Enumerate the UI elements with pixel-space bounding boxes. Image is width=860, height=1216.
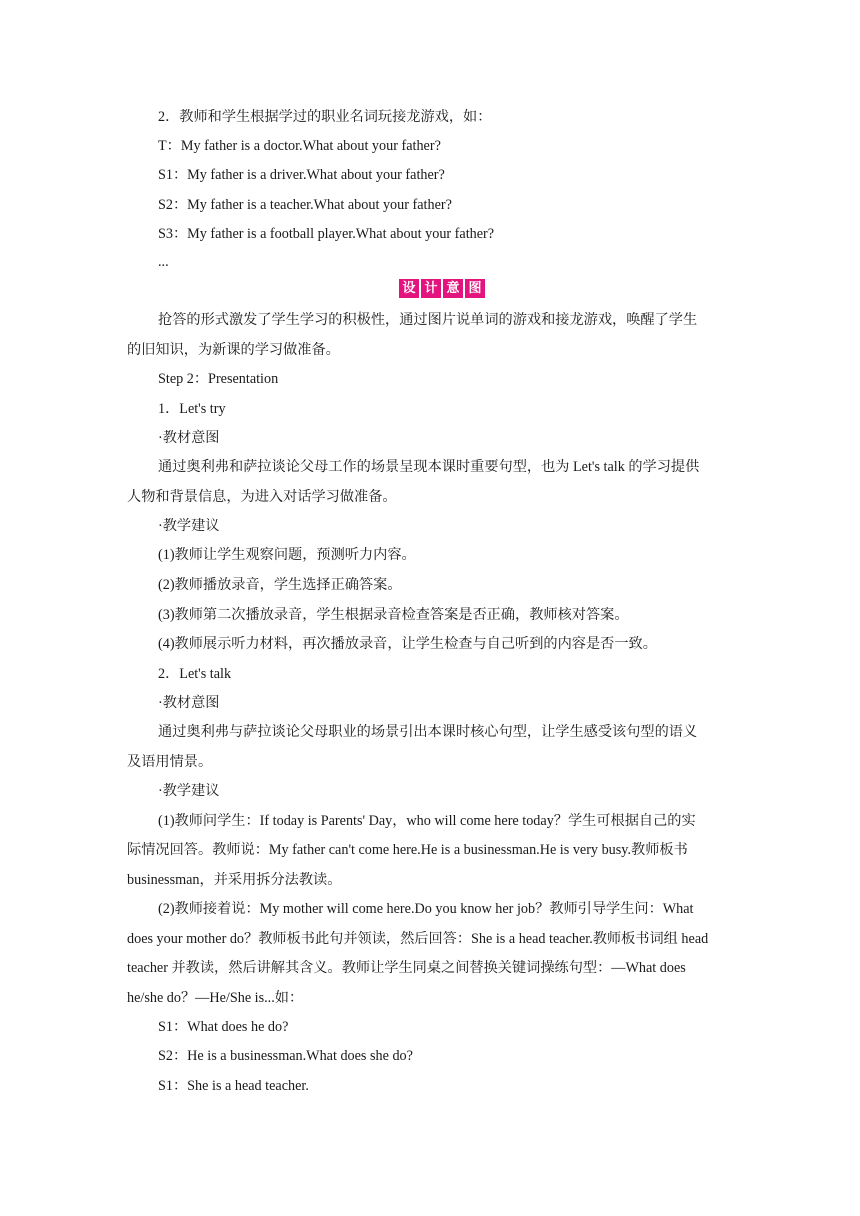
dialogue-line: S3：My father is a football player.What about your father?: [158, 226, 495, 242]
paragraph-line: businessman，并采用拆分法教读。: [127, 872, 342, 888]
list-item: (4)教师展示听力材料，再次播放录音，让学生检查与自己听到的内容是否一致。: [158, 636, 657, 652]
badge-char: 意: [443, 279, 463, 298]
game-instruction: 2．教师和学生根据学过的职业名词玩接龙游戏，如：: [158, 109, 492, 125]
paragraph-line: (2)教师接着说：My mother will come here.Do you know her job？教师引导学生问：What: [158, 901, 694, 917]
list-item: (2)教师播放录音，学生选择正确答案。: [158, 577, 402, 593]
dialogue-line: S2：My father is a teacher.What about your father?: [158, 197, 452, 213]
paragraph-line: he/she do？—He/She is...如：: [127, 990, 304, 1006]
paragraph-line: 的旧知识，为新课的学习做准备。: [127, 342, 340, 358]
subsection-label: ·教学建议: [158, 518, 220, 534]
paragraph-line: (1)教师问学生：If today is Parents' Day，who will come here today？学生可根据自己的实: [158, 813, 696, 829]
dialogue-line: S1：She is a head teacher.: [158, 1078, 309, 1094]
paragraph-line: 及语用情景。: [127, 754, 213, 770]
dialogue-line: S2：He is a businessman.What does she do?: [158, 1048, 413, 1064]
dialogue-line: S1：My father is a driver.What about your father?: [158, 167, 445, 183]
list-item: (3)教师第二次播放录音，学生根据录音检查答案是否正确，教师核对答案。: [158, 607, 629, 623]
design-intent-badge: [399, 279, 485, 298]
paragraph-line: 通过奥利弗和萨拉谈论父母工作的场景呈现本课时重要句型，也为 Let's talk 的学习提供: [158, 459, 700, 475]
dialogue-line: S1：What does he do?: [158, 1019, 289, 1035]
step-heading: Step 2：Presentation: [158, 371, 279, 387]
paragraph-line: does your mother do？教师板书此句并领读，然后回答：She is a head teacher.教师板书词组 head: [127, 931, 709, 947]
paragraph-line: 人物和背景信息，为进入对话学习做准备。: [127, 489, 397, 505]
paragraph-line: teacher 并教读，然后讲解其含义。教师让学生同桌之间替换关键词操练句型：—What does: [127, 960, 686, 976]
ellipsis: ...: [158, 254, 169, 270]
section-heading: 1．Let's try: [158, 401, 226, 417]
dialogue-line: T：My father is a doctor.What about your father?: [158, 138, 441, 154]
paragraph-line: 际情况回答。教师说：My father can't come here.He is a businessman.He is very busy.教师板书: [127, 842, 688, 858]
subsection-label: ·教学建议: [158, 783, 220, 799]
badge-char: 图: [465, 279, 485, 298]
subsection-label: ·教材意图: [158, 430, 220, 446]
section-heading: 2．Let's talk: [158, 666, 232, 682]
list-item: (1)教师让学生观察问题，预测听力内容。: [158, 547, 416, 563]
paragraph-line: 抢答的形式激发了学生学习的积极性，通过图片说单词的游戏和接龙游戏，唤醒了学生: [158, 312, 698, 328]
paragraph-line: 通过奥利弗与萨拉谈论父母职业的场景引出本课时核心句型，让学生感受该句型的语义: [158, 724, 698, 740]
subsection-label: ·教材意图: [158, 695, 220, 711]
badge-char: 计: [421, 279, 441, 298]
badge-char: 设: [399, 279, 419, 298]
